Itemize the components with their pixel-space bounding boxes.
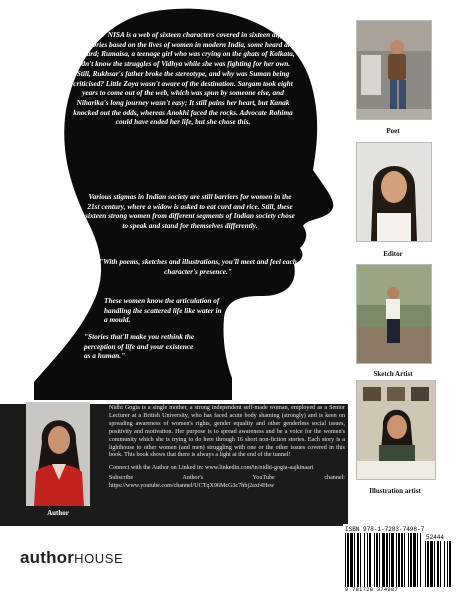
author-bio-text: Nidhi Gogia is a single mother, a strong independent self-made woman, employed as a Senior Lecturer at a British University, who has faced acute body shaming (strongly) and is keen on spreading awareness of women's rights, gender equality and other genderless social issues, positivity and motivation. Her purpose is to spread awareness and be a voice for the women's community which she is trying to do here through 16 short non-fiction stories. Each story is a lighthouse to other women (and men) struggling with one or the other issues covered in this book. This book shows that there is always a light at the end of the tunnel!: [109, 405, 345, 459]
illustration-artist-caption: Illustration artist: [369, 487, 421, 495]
editor-caption: Editor: [383, 250, 403, 258]
sketch-artist-photo: [356, 264, 432, 364]
price-barcode: [425, 541, 453, 587]
isbn-text: ISBN 978-1-7283-7498-7: [345, 526, 425, 533]
blurb-quote-1: "With poems, sketches and illustrations, you'll meet and feel each character's presence.": [99, 257, 297, 276]
editor-photo: [356, 142, 432, 242]
author-caption: Author: [47, 509, 69, 517]
author-photo: [26, 402, 90, 506]
sketch-artist-caption: Sketch Artist: [373, 370, 413, 378]
blurb-paragraph-2: Various stigmas in Indian society are still barriers for women in the 21st century, where a widow is asked to eat curd and rice. Still, these sixteen strong women from different segments of Indian society chose to speak and stand for themselves differently.: [85, 192, 295, 231]
poet-caption: Poet: [386, 127, 400, 135]
price-code: 52444: [426, 534, 445, 541]
barcode-number: 9 781728 374987: [345, 587, 399, 593]
publisher-logo: authorHOUSE: [20, 548, 124, 567]
poet-photo: [356, 20, 432, 120]
author-linkedin: Connect with the Author on Linked in: www.linkedin.com/in/nidhi-gogia-aajkinaari: [109, 465, 314, 472]
author-bio: [109, 405, 345, 496]
isbn-barcode: [345, 533, 421, 587]
blurb-paragraph-1: POWER OF NISA is a web of sixteen characters covered in sixteen different short stories based on the lives of women in modern India, some heard and unheard; Rumaisa, a teenage girl who was crying on the ghats of Kolkata, didn't know the struggles of Vidhya while she was fighting for her own. Still, Rukhsar's father broke the stereotype, and why was Suman being criticised? Little Zoya wasn't aware of the destination. Sargam took eight years to come out of the web, which was spun by someone else, and Niharika's long journey wasn't easy; It still pains her heart, but Kanak knocked out the odds, whereas Anokhi faced the rocks. Advocate Rohima could have ended her life, but she chose this.: [68, 30, 298, 127]
author-youtube: Subscribe Author's YouTube channel: https://www.youtube.com/channel/UCTqX96McG3c7hbj2axf4Hsw: [109, 475, 345, 490]
blurb-paragraph-3: These women know the articulation of handling the scattered life like water in a mould.: [104, 296, 222, 325]
illustration-artist-photo: [356, 380, 436, 480]
blurb-quote-2: "Stories that'll make you rethink the perception of life and your existence as a human.": [84, 332, 195, 361]
